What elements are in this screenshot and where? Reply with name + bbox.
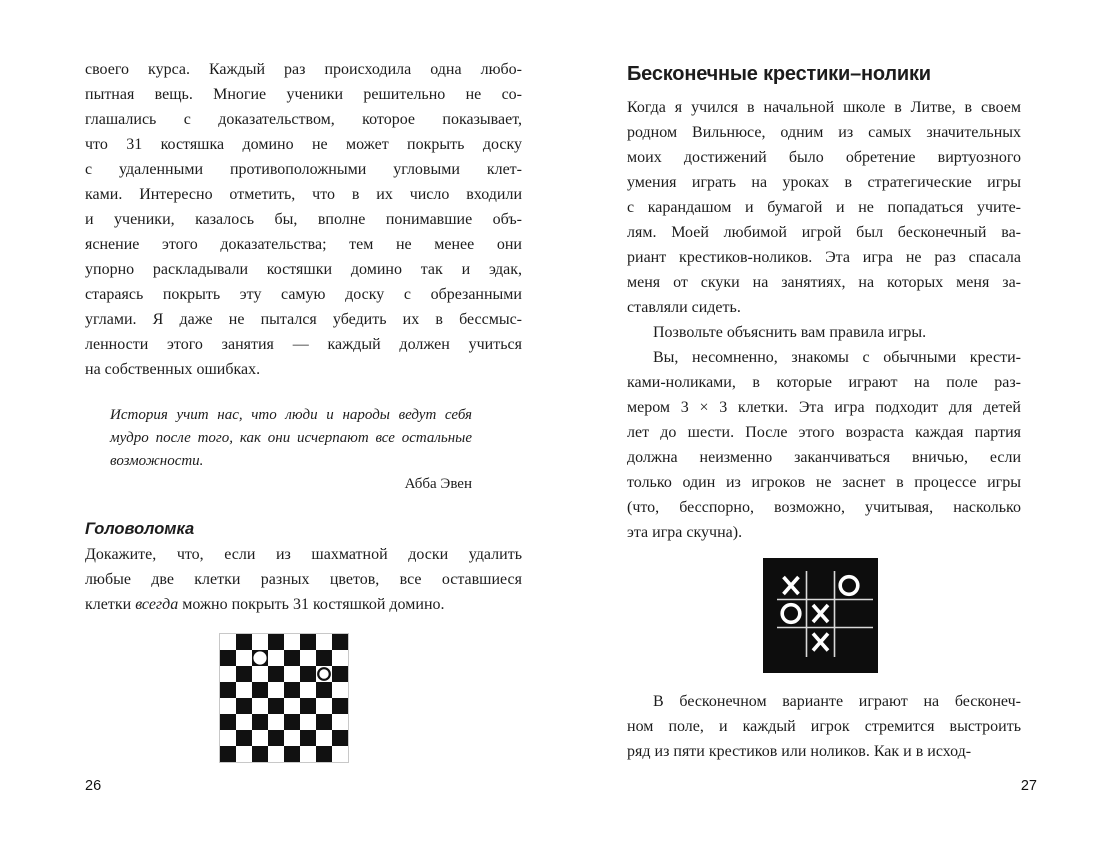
tictactoe-figure	[763, 558, 1021, 673]
text-line: эта игра скучна).	[627, 524, 743, 541]
paragraph	[627, 320, 1021, 345]
text-line: мером 3 × 3 клетки. Эта игра подходит для детей	[627, 399, 1021, 416]
text-line: лет до шести. После этого возраста каждая партия	[627, 424, 1021, 441]
text-line: яснение этого доказательства; тем не менее они	[85, 236, 522, 253]
chessboard-image	[219, 750, 349, 767]
text-line: должна неизменно заканчиваться вничью, если	[627, 449, 1021, 466]
text-line: (что, бесспорно, возможно, учитывая, насколько	[627, 499, 1021, 516]
text-line: мудро после того, как они исчерпают все остальные	[110, 430, 472, 446]
text-line: упорно раскладывали костяшки домино так и эдак,	[85, 261, 522, 278]
tictactoe-image	[763, 660, 878, 677]
text-line: умения играть на уроках в стратегические игры	[627, 174, 1021, 191]
chessboard-figure	[219, 633, 522, 763]
text-line: стараясь покрыть эту самую доску с обрезанными	[85, 286, 522, 303]
text-line: Когда я учился в начальной школе в Литве, в своем	[627, 99, 1021, 116]
text-line: пытная вещь. Многие ученики решительно не со-	[85, 86, 522, 103]
text-line: клетки всегда можно покрыть 31 костяшкой домино.	[85, 596, 445, 613]
text-line: на собственных ошибках.	[85, 361, 261, 378]
text-line: В бесконечном варианте играют на бесконеч-	[653, 693, 1021, 710]
text-line: ставляли сидеть.	[627, 299, 741, 316]
text-line: с удаленными противоположными угловыми клет-	[85, 161, 522, 178]
text-line: ряд из пяти крестиков или ноликов. Как и в исход-	[627, 743, 972, 760]
text-line: моих достижений было обретение виртуозного	[627, 149, 1021, 166]
epigraph-quote	[110, 404, 472, 496]
paragraph	[627, 345, 1021, 545]
text-line: своего курса. Каждый раз происходила одна любо-	[85, 61, 522, 78]
text-line: возможности.	[110, 453, 204, 469]
paragraph	[627, 95, 1021, 320]
text-line: любые две клетки разных цветов, все оставшиеся	[85, 571, 522, 588]
puzzle-paragraph	[85, 542, 522, 617]
text-line: ном поле, и каждый игрок стремится выстроить	[627, 718, 1021, 735]
text-line: ками-ноликами, в которые играют на поле раз-	[627, 374, 1021, 391]
opening-paragraph	[85, 57, 522, 382]
text-line: Докажите, что, если из шахматной доски удалить	[85, 546, 522, 563]
text-line: меня от скуки на занятиях, на которых меня за-	[627, 274, 1021, 291]
page-number-left: 26	[85, 778, 102, 794]
text-line: и ученики, казалось бы, вполне понимавшие объ-	[85, 211, 522, 228]
text-line: глашались с доказательством, которое показывает,	[85, 111, 522, 128]
quote-text	[110, 404, 472, 473]
puzzle-heading: Головоломка	[85, 520, 195, 538]
text-line: Позвольте объяснить вам правила игры.	[653, 324, 927, 341]
text-line: родном Вильнюсе, одним из самых значительных	[627, 124, 1021, 141]
text-line: ленности этого занятия — каждый должен учиться	[85, 336, 522, 353]
page-number-right: 27	[1020, 778, 1037, 794]
left-page	[85, 57, 522, 763]
text-line: с карандашом и бумагой и не попадаться учите-	[627, 199, 1021, 216]
closing-paragraph	[627, 689, 1021, 764]
text-line: что 31 костяшка домино не может покрыть доску	[85, 136, 522, 153]
text-line: Вы, несомненно, знакомы с обычными крести-	[653, 349, 1021, 366]
text-line: риант крестиков-ноликов. Эта игра не раз спасала	[627, 249, 1021, 266]
text-line: История учит нас, что люди и народы ведут себя	[110, 407, 472, 423]
quote-attribution: Абба Эвен	[404, 476, 472, 492]
chapter-body	[627, 95, 1021, 545]
text-line: ками. Интересно отметить, что в их число входили	[85, 186, 522, 203]
text-line: лям. Моей любимой игрой был бесконечный ва-	[627, 224, 1021, 241]
text-line: углами. Я даже не пытался убедить их в бессмыс-	[85, 311, 522, 328]
right-page	[627, 62, 1021, 764]
text-line: только один из игроков не заснет в процессе игры	[627, 474, 1021, 491]
chapter-heading: Бесконечные крестики–нолики	[627, 63, 931, 85]
